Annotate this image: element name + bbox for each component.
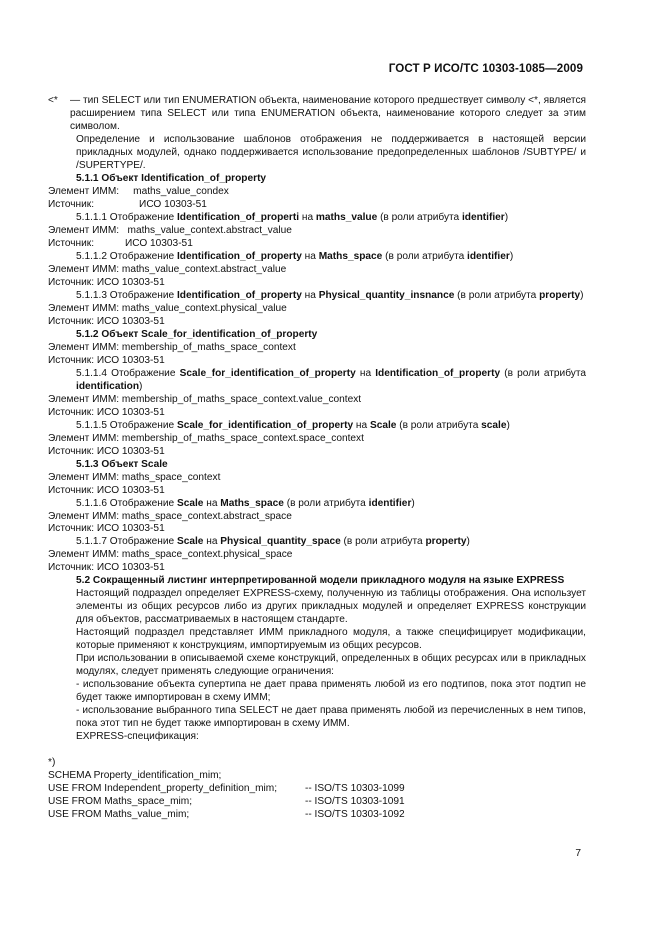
aim-element: Элемент ИММ: maths_value_condex bbox=[48, 185, 229, 197]
paragraph: При использовании в описываемой схеме конструкций, определенных в общих ресурсах или в прикладных модулях, следует применять следующие ограничения: bbox=[76, 653, 586, 678]
page-content bbox=[48, 95, 586, 822]
express-spec-label: EXPRESS-спецификация: bbox=[76, 731, 199, 743]
source: Источник: ИСО 10303-51 bbox=[48, 445, 165, 457]
aim-element: Элемент ИММ: maths_space_context.physical_space bbox=[48, 549, 293, 561]
aim-element: Элемент ИММ: maths_value_context.physical_value bbox=[48, 302, 287, 314]
code-line: USE FROM Maths_space_mim; -- ISO/TS 10303-1091 bbox=[48, 796, 405, 808]
restriction-item: - использование объекта супертипа не дает права применять любой из его подтипов, пока этот подтип не будет также импортирован в схему ИММ; bbox=[76, 679, 586, 704]
source: Источник: ИСО 10303-51 bbox=[48, 315, 165, 327]
code-comment: -- ISO/TS 10303-1091 bbox=[305, 796, 405, 808]
mapping-5-1-1-7: 5.1.1.7 Отображение Scale на Physical_quantity_space (в роли атрибута property) bbox=[76, 536, 470, 548]
note-text: — тип SELECT или тип ENUMERATION объекта, наименование которого предшествует символу <*, является расширением типа SELECT или типа ENUMERATION объекта, наименование которого следует за этим символом. bbox=[70, 95, 586, 132]
source: Источник: ИСО 10303-51 bbox=[48, 276, 165, 288]
aim-element: Элемент ИММ: membership_of_maths_space_context.space_context bbox=[48, 432, 364, 444]
aim-element: Элемент ИММ: maths_space_context.abstract_space bbox=[48, 510, 292, 522]
source: Источник: ИСО 10303-51 bbox=[48, 198, 207, 210]
aim-element: Элемент ИММ: maths_space_context bbox=[48, 471, 221, 483]
select-note bbox=[48, 95, 586, 134]
source: Источник: ИСО 10303-51 bbox=[48, 237, 193, 249]
mapping-5-1-1-6: 5.1.1.6 Отображение Scale на Maths_space (в роли атрибута identifier) bbox=[76, 497, 415, 509]
aim-element: Элемент ИММ: maths_value_context.abstract_value bbox=[48, 263, 287, 275]
restriction-item: - использование выбранного типа SELECT не дает права применять любой из перечисленных в нем типов, пока этот тип не будет также импортирован в схему ИММ. bbox=[76, 705, 586, 730]
spacer bbox=[48, 744, 586, 757]
mapping-5-1-1-5: 5.1.1.5 Отображение Scale_for_identification_of_property на Scale (в роли атрибута scale) bbox=[76, 419, 510, 431]
mapping-5-1-1-4: 5.1.1.4 Отображение Scale_for_identification_of_property на Identification_of_property (в роли атрибута identification) bbox=[76, 367, 586, 392]
mapping-5-1-1-3: 5.1.1.3 Отображение Identification_of_property на Physical_quantity_insnance (в роли атрибута property) bbox=[76, 289, 584, 301]
paragraph: Настоящий подраздел определяет EXPRESS-схему, полученную из таблицы отображения. Она использует элементы из общих ресурсов либо из других прикладных модулей и определяет EXPRESS конструкции для объектов, рассматриваемых в настоящем стандарте. bbox=[76, 588, 586, 626]
source: Источник: ИСО 10303-51 bbox=[48, 484, 165, 496]
aim-element: Элемент ИММ: membership_of_maths_space_context bbox=[48, 341, 296, 353]
code-line: USE FROM Maths_value_mim; -- ISO/TS 10303-1092 bbox=[48, 809, 405, 821]
code-comment: -- ISO/TS 10303-1099 bbox=[305, 783, 405, 795]
code-line: *) bbox=[48, 757, 56, 769]
code-line: USE FROM Independent_property_definition_mim; -- ISO/TS 10303-1099 bbox=[48, 783, 405, 795]
aim-element: Элемент ИММ: maths_value_context.abstract_value bbox=[48, 224, 292, 236]
code-comment: -- ISO/TS 10303-1092 bbox=[305, 809, 405, 821]
section-heading-5-1-2: 5.1.2 Объект Scale_for_identification_of_property bbox=[76, 328, 318, 340]
mapping-5-1-1-1: 5.1.1.1 Отображение Identification_of_properti на maths_value (в роли атрибута identifier) bbox=[76, 211, 509, 223]
mapping-5-1-1-2: 5.1.1.2 Отображение Identification_of_property на Maths_space (в роли атрибута identifier) bbox=[76, 250, 514, 262]
intro-paragraph: Определение и использование шаблонов отображения не поддерживается в настоящей версии прикладных модулей, однако поддерживается использование предопределенных шаблонов /SUBTYPE/ и /SUPERTYPE/. bbox=[76, 133, 586, 171]
page-number: 7 bbox=[575, 848, 581, 859]
source: Источник: ИСО 10303-51 bbox=[48, 562, 165, 574]
express-code bbox=[48, 757, 586, 822]
source: Источник: ИСО 10303-51 bbox=[48, 523, 165, 535]
paragraph: Настоящий подраздел представляет ИММ прикладного модуля, а также специфицирует модификации, которые применяют к конструкциям, импортируемым из общих ресурсов. bbox=[76, 627, 586, 652]
code-line: SCHEMA Property_identification_mim; bbox=[48, 770, 222, 782]
note-mark: <* bbox=[48, 95, 58, 106]
source: Источник: ИСО 10303-51 bbox=[48, 354, 165, 366]
aim-element: Элемент ИММ: membership_of_maths_space_context.value_context bbox=[48, 393, 362, 405]
document-header: ГОСТ Р ИСО/ТС 10303-1085—2009 bbox=[388, 62, 583, 75]
section-heading-5-1-3: 5.1.3 Объект Scale bbox=[76, 458, 168, 470]
section-heading-5-1-1: 5.1.1 Объект Identification_of_property bbox=[76, 172, 267, 184]
source: Источник: ИСО 10303-51 bbox=[48, 406, 165, 418]
section-heading-5-2: 5.2 Сокращенный листинг интерпретированной модели прикладного модуля на языке EXPRESS bbox=[76, 575, 565, 587]
